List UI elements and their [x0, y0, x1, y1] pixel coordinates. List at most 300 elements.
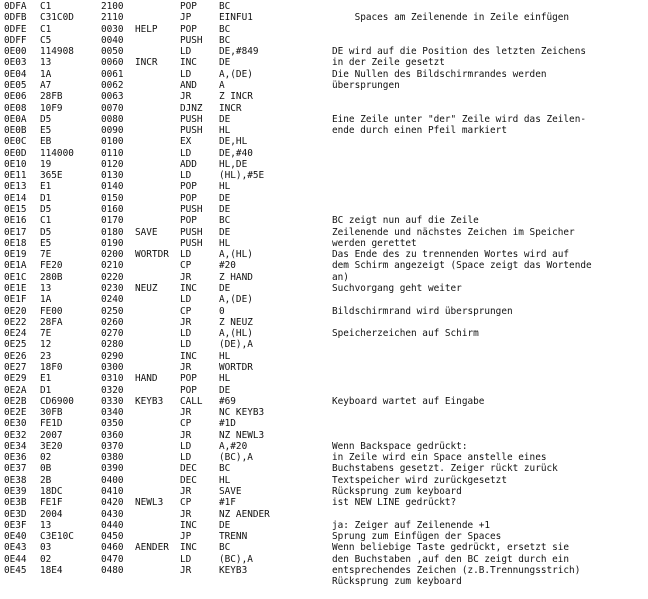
operand: HL	[219, 237, 231, 249]
line-number: 0410	[101, 486, 124, 498]
mnemonic: ADD	[180, 158, 197, 170]
address: 0E25	[4, 339, 27, 351]
listing-row	[0, 351, 648, 363]
hex-bytes: 18F0	[40, 361, 63, 373]
mnemonic: CP	[180, 418, 192, 430]
address: 0E39	[4, 486, 27, 498]
operand: DE	[219, 113, 231, 125]
hex-bytes: 0B	[40, 463, 52, 475]
listing-row	[0, 565, 648, 577]
hex-bytes: D5	[40, 113, 52, 125]
listing-row	[0, 91, 648, 103]
mnemonic: JP	[180, 12, 192, 24]
comment: Sprung zum Einfügen der Spaces	[332, 531, 502, 543]
listing-row	[0, 204, 648, 216]
mnemonic: JR	[180, 91, 192, 103]
line-number: 0060	[101, 57, 124, 69]
line-number: 0320	[101, 384, 124, 396]
mnemonic: LD	[180, 170, 192, 182]
listing-row	[0, 396, 648, 408]
operand: DE	[219, 57, 231, 69]
operand: DE,HL	[219, 136, 248, 148]
listing-row	[0, 24, 648, 36]
label: NEWL3	[135, 497, 164, 509]
mnemonic: LD	[180, 452, 192, 464]
operand: (BC),A	[219, 452, 253, 464]
comment: Textspeicher wird zurückgesetzt	[332, 474, 507, 486]
mnemonic: POP	[180, 23, 197, 35]
hex-bytes: A7	[40, 79, 52, 91]
comment: ja: Zeiger auf Zeilenende +1	[332, 519, 491, 531]
operand: (HL),#5E	[219, 170, 265, 182]
listing-row	[0, 69, 648, 81]
line-number: 0030	[101, 23, 124, 35]
operand: Z NEUZ	[219, 316, 253, 328]
listing-row	[0, 531, 648, 543]
hex-bytes: C3E10C	[40, 531, 74, 543]
listing-row	[0, 215, 648, 227]
hex-bytes: D5	[40, 204, 52, 216]
comment: entsprechendes Zeichen (z.B.Trennungsstrich)	[332, 565, 581, 576]
address: 0E44	[4, 553, 27, 565]
operand: DE	[219, 519, 231, 531]
line-number: 0270	[101, 328, 124, 340]
address: 0E15	[4, 204, 27, 216]
line-number: 0190	[101, 237, 124, 249]
comment: Bildschirmrand wird übersprungen	[332, 305, 513, 317]
comment: in der Zeile gesetzt	[332, 57, 445, 69]
listing-row	[0, 520, 648, 532]
comment: DE wird auf die Position des letzten Zeichens	[332, 46, 586, 58]
line-number: 0260	[101, 316, 124, 328]
mnemonic: JR	[180, 407, 192, 419]
address: 0E06	[4, 91, 27, 103]
mnemonic: LD	[180, 440, 192, 452]
mnemonic: DEC	[180, 474, 197, 486]
comment: BC zeigt nun auf die Zeile	[332, 215, 479, 227]
line-number: 0390	[101, 463, 124, 475]
hex-bytes: 13	[40, 519, 52, 531]
mnemonic: JR	[180, 429, 192, 441]
comment: Zeilenende und nächstes Zeichen im Speicher	[332, 226, 575, 238]
operand: HL	[219, 181, 231, 193]
address: 0E0A	[4, 113, 27, 125]
comment: Wenn beliebige Taste gedrückt, ersetzt sie	[332, 542, 570, 554]
hex-bytes: 28FA	[40, 316, 63, 328]
operand: BC	[219, 34, 231, 46]
operand: HL	[219, 373, 231, 385]
operand: BC	[219, 23, 231, 35]
hex-bytes: D5	[40, 226, 52, 238]
listing-row	[0, 283, 648, 295]
address: 0E3F	[4, 519, 27, 531]
mnemonic: PUSH	[180, 113, 203, 125]
hex-bytes: 13	[40, 57, 52, 69]
comment: den Buchstaben ,auf den BC zeigt durch ein	[332, 553, 570, 565]
hex-bytes: 10F9	[40, 102, 63, 114]
mnemonic: POP	[180, 192, 197, 204]
listing-row	[0, 227, 648, 239]
listing-row	[0, 260, 648, 272]
mnemonic: PUSH	[180, 34, 203, 46]
mnemonic: LD	[180, 68, 192, 80]
listing-row	[0, 80, 648, 92]
address: 0E45	[4, 565, 27, 576]
operand: TRENN	[219, 531, 248, 543]
operand: BC	[219, 542, 231, 554]
line-number: 0130	[101, 170, 124, 182]
listing-row	[0, 57, 648, 69]
comment: Das Ende des zu trennenden Wortes wird auf	[332, 249, 570, 261]
mnemonic: CP	[180, 497, 192, 509]
line-number: 0050	[101, 46, 124, 58]
address: 0E24	[4, 328, 27, 340]
address: 0E16	[4, 215, 27, 227]
address: 0E32	[4, 429, 27, 441]
mnemonic: JR	[180, 271, 192, 283]
operand: WORTDR	[219, 361, 253, 373]
comment: Suchvorgang geht weiter	[332, 283, 462, 294]
hex-bytes: E5	[40, 125, 52, 137]
hex-bytes: C5	[40, 34, 52, 46]
address: 0E19	[4, 249, 27, 261]
hex-bytes: FE00	[40, 305, 63, 317]
address: 0E27	[4, 361, 27, 373]
operand: 0	[219, 305, 225, 317]
operand: A	[219, 79, 225, 91]
operand: DE	[219, 384, 231, 396]
mnemonic: AND	[180, 79, 197, 91]
listing-row	[0, 339, 648, 351]
listing-row	[0, 317, 648, 329]
mnemonic: DEC	[180, 463, 197, 475]
address: 0E40	[4, 531, 27, 543]
listing-row	[0, 125, 648, 137]
operand: #1D	[219, 418, 236, 430]
address: 0E22	[4, 316, 27, 328]
address: 0E30	[4, 418, 27, 430]
address: 0DFA	[4, 1, 27, 12]
line-number: 0063	[101, 91, 124, 103]
mnemonic: POP	[180, 373, 197, 385]
listing-row	[0, 497, 648, 509]
line-number: 0440	[101, 519, 124, 531]
operand: BC	[219, 463, 231, 475]
mnemonic: JR	[180, 486, 192, 498]
hex-bytes: 114908	[40, 46, 74, 58]
label: NEUZ	[135, 283, 158, 294]
mnemonic: INC	[180, 542, 197, 554]
mnemonic: LD	[180, 147, 192, 159]
mnemonic: JR	[180, 508, 192, 520]
hex-bytes: EB	[40, 136, 52, 148]
hex-bytes: 2007	[40, 429, 63, 441]
label: KEYB3	[135, 395, 164, 407]
hex-bytes: 03	[40, 542, 52, 554]
address: 0E2E	[4, 407, 27, 419]
address: 0E0D	[4, 147, 27, 159]
address: 0E36	[4, 452, 27, 464]
operand: HL	[219, 350, 231, 362]
line-number: 0090	[101, 125, 124, 137]
hex-bytes: 1A	[40, 294, 52, 306]
line-number: 0350	[101, 418, 124, 430]
operand: BC	[219, 215, 231, 227]
address: 0E2A	[4, 384, 27, 396]
hex-bytes: 12	[40, 339, 52, 351]
listing-row	[0, 181, 648, 193]
listing-row	[0, 136, 648, 148]
operand: #69	[219, 395, 236, 407]
address: 0E03	[4, 57, 27, 69]
address: 0E0C	[4, 136, 27, 148]
comment: Wenn Backspace gedrückt:	[332, 440, 468, 452]
line-number: 0380	[101, 452, 124, 464]
line-number: 0040	[101, 34, 124, 46]
address: 0E26	[4, 350, 27, 362]
comment: Rücksprung zum keyboard	[332, 486, 462, 498]
operand: HL	[219, 474, 231, 486]
label: AENDER	[135, 542, 169, 554]
operand: NZ AENDER	[219, 508, 270, 520]
line-number: 0170	[101, 215, 124, 227]
line-number: 0310	[101, 373, 124, 385]
mnemonic: INC	[180, 57, 197, 69]
line-number: 0110	[101, 147, 124, 159]
line-number: 0420	[101, 497, 124, 509]
operand: EINFU1	[219, 12, 253, 24]
listing-row	[0, 452, 648, 464]
listing-row	[0, 407, 648, 419]
hex-bytes: 2B	[40, 474, 52, 486]
operand: BC	[219, 1, 231, 12]
mnemonic: LD	[180, 294, 192, 306]
line-number: 0100	[101, 136, 124, 148]
operand: A,(DE)	[219, 68, 253, 80]
hex-bytes: 13	[40, 283, 52, 294]
listing-row	[0, 159, 648, 171]
label: WORTDR	[135, 249, 169, 261]
line-number: 0080	[101, 113, 124, 125]
address: 0E3B	[4, 497, 27, 509]
hex-bytes: 19	[40, 158, 52, 170]
line-number: 0220	[101, 271, 124, 283]
line-number: 0290	[101, 350, 124, 362]
mnemonic: LD	[180, 328, 192, 340]
line-number: 0160	[101, 204, 124, 216]
line-number: 0450	[101, 531, 124, 543]
listing-row	[0, 103, 648, 115]
hex-bytes: C31C0D	[40, 12, 74, 24]
listing-row	[0, 1, 648, 13]
line-number: 0210	[101, 260, 124, 272]
address: 0E2B	[4, 395, 27, 407]
address: 0E13	[4, 181, 27, 193]
listing-row	[0, 576, 648, 588]
address: 0E1C	[4, 271, 27, 283]
operand: (DE),A	[219, 339, 253, 351]
hex-bytes: 02	[40, 553, 52, 565]
mnemonic: LD	[180, 249, 192, 261]
line-number: 0480	[101, 565, 124, 576]
comment: Buchstabens gesetzt. Zeiger rückt zurück	[332, 463, 558, 475]
address: 0E1F	[4, 294, 27, 306]
listing-row	[0, 362, 648, 374]
line-number: 0470	[101, 553, 124, 565]
hex-bytes: 3E20	[40, 440, 63, 452]
mnemonic: INC	[180, 283, 197, 294]
hex-bytes: 2004	[40, 508, 63, 520]
hex-bytes: 1A	[40, 68, 52, 80]
listing-row	[0, 542, 648, 554]
comment: ist NEW LINE gedrückt?	[332, 497, 457, 509]
line-number: 0370	[101, 440, 124, 452]
listing-row	[0, 441, 648, 453]
operand: DE	[219, 226, 231, 238]
comment: Keyboard wartet auf Eingabe	[332, 395, 485, 407]
line-number: 0180	[101, 226, 124, 238]
operand: A,#20	[219, 440, 248, 452]
mnemonic: PUSH	[180, 237, 203, 249]
mnemonic: EX	[180, 136, 192, 148]
listing-row	[0, 193, 648, 205]
listing-row	[0, 306, 648, 318]
listing-row	[0, 238, 648, 250]
line-number: 0140	[101, 181, 124, 193]
address: 0DFB	[4, 12, 27, 24]
mnemonic: POP	[180, 181, 197, 193]
mnemonic: DJNZ	[180, 102, 203, 114]
line-number: 0400	[101, 474, 124, 486]
hex-bytes: 7E	[40, 328, 52, 340]
hex-bytes: C1	[40, 1, 52, 12]
operand: INCR	[219, 102, 242, 114]
mnemonic: JP	[180, 531, 192, 543]
operand: A,(HL)	[219, 328, 253, 340]
line-number: 0062	[101, 79, 124, 91]
listing-row	[0, 373, 648, 385]
mnemonic: INC	[180, 350, 197, 362]
address: 0E34	[4, 440, 27, 452]
hex-bytes: E1	[40, 181, 52, 193]
operand: A,(HL)	[219, 249, 253, 261]
listing-row	[0, 486, 648, 498]
hex-bytes: 18E4	[40, 565, 63, 576]
hex-bytes: D1	[40, 384, 52, 396]
listing-row	[0, 46, 648, 58]
operand: KEYB3	[219, 565, 248, 576]
label: HAND	[135, 373, 158, 385]
address: 0E14	[4, 192, 27, 204]
address: 0E10	[4, 158, 27, 170]
line-number: 0240	[101, 294, 124, 306]
line-number: 0360	[101, 429, 124, 441]
mnemonic: LD	[180, 553, 192, 565]
address: 0E11	[4, 170, 27, 182]
listing-row	[0, 509, 648, 521]
hex-bytes: 23	[40, 350, 52, 362]
address: 0DFF	[4, 34, 27, 46]
line-number: 0300	[101, 361, 124, 373]
mnemonic: CALL	[180, 395, 203, 407]
address: 0E0B	[4, 125, 27, 137]
line-number: 2110	[101, 12, 124, 24]
operand: HL	[219, 125, 231, 137]
mnemonic: JR	[180, 361, 192, 373]
address: 0E37	[4, 463, 27, 475]
operand: Z HAND	[219, 271, 253, 283]
address: 0E38	[4, 474, 27, 486]
hex-bytes: FE1F	[40, 497, 63, 509]
mnemonic: POP	[180, 1, 197, 12]
line-number: 0460	[101, 542, 124, 554]
listing-row	[0, 12, 648, 24]
listing-row	[0, 385, 648, 397]
comment: dem Schirm angezeigt (Space zeigt das Wortende	[332, 260, 592, 272]
hex-bytes: C1	[40, 23, 52, 35]
operand: NC KEYB3	[219, 407, 265, 419]
operand: DE	[219, 204, 231, 216]
listing-row	[0, 430, 648, 442]
mnemonic: PUSH	[180, 204, 203, 216]
line-number: 0070	[101, 102, 124, 114]
comment: werden gerettet	[332, 237, 417, 249]
operand: #20	[219, 260, 236, 272]
hex-bytes: CD6900	[40, 395, 74, 407]
operand: DE,#40	[219, 147, 253, 159]
listing-row	[0, 170, 648, 182]
mnemonic: LD	[180, 46, 192, 58]
operand: DE	[219, 192, 231, 204]
comment: ende durch einen Pfeil markiert	[332, 125, 507, 137]
comment: Speicherzeichen auf Schirm	[332, 328, 479, 340]
listing-row	[0, 294, 648, 306]
operand: SAVE	[219, 486, 242, 498]
hex-bytes: E5	[40, 237, 52, 249]
listing-row	[0, 272, 648, 284]
mnemonic: PUSH	[180, 226, 203, 238]
address: 0E05	[4, 79, 27, 91]
comment: Die Nullen des Bildschirmrandes werden	[332, 68, 547, 80]
listing-row	[0, 148, 648, 160]
mnemonic: CP	[180, 305, 192, 317]
address: 0E43	[4, 542, 27, 554]
mnemonic: LD	[180, 339, 192, 351]
listing-row	[0, 463, 648, 475]
address: 0E1E	[4, 283, 27, 294]
address: 0E17	[4, 226, 27, 238]
line-number: 0200	[101, 249, 124, 261]
line-number: 0120	[101, 158, 124, 170]
listing-row	[0, 114, 648, 126]
comment: in Zeile wird ein Space anstelle eines	[332, 452, 547, 464]
operand: DE	[219, 283, 231, 294]
listing-row	[0, 35, 648, 47]
address: 0E18	[4, 237, 27, 249]
comment: Spaces am Zeilenende in Zeile einfügen	[332, 12, 570, 24]
comment: Eine Zeile unter "der" Zeile wird das Zeilen-	[332, 113, 586, 125]
line-number: 0230	[101, 283, 124, 294]
hex-bytes: 280B	[40, 271, 63, 283]
mnemonic: JR	[180, 316, 192, 328]
line-number: 0061	[101, 68, 124, 80]
label: HELP	[135, 23, 158, 35]
hex-bytes: 114000	[40, 147, 74, 159]
mnemonic: INC	[180, 519, 197, 531]
line-number: 0250	[101, 305, 124, 317]
hex-bytes: FE1D	[40, 418, 63, 430]
line-number: 0430	[101, 508, 124, 520]
